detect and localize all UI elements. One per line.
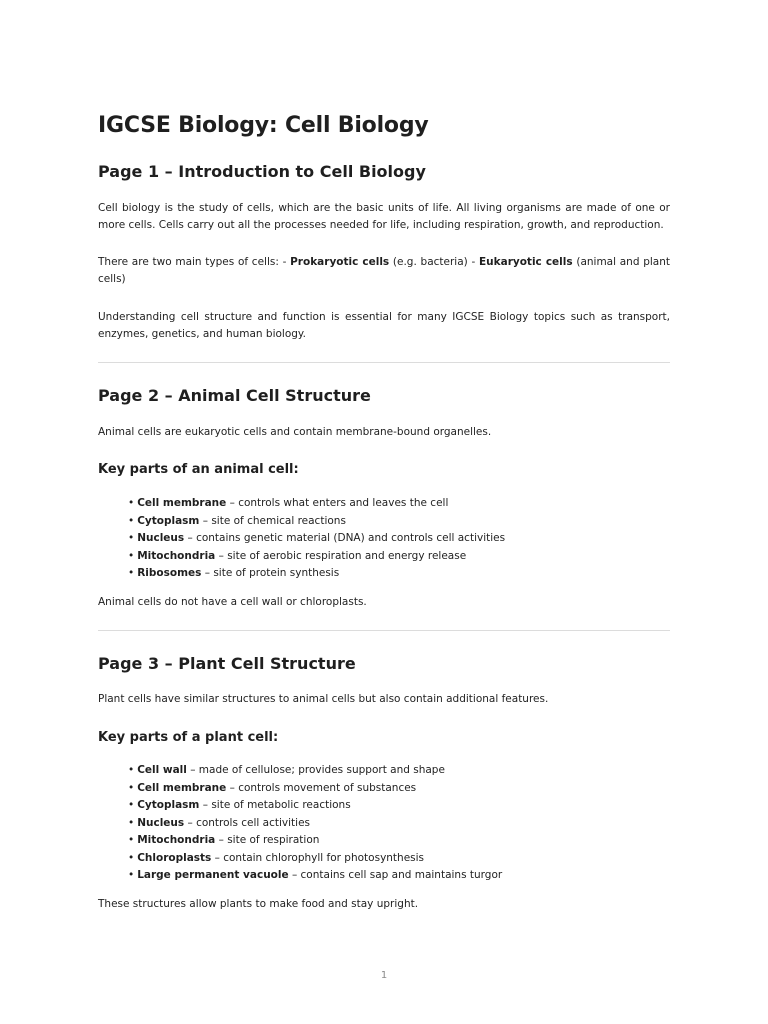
intro-paragraph-1: Cell biology is the study of cells, which are the basic units of life. All living organisms are made of one or more cells. Cells carry out all the processes needed for life, including respiration, growth, and reproduction. [98,202,670,231]
list-item-term: Cell membrane [137,497,227,509]
bullet-icon: • [128,869,135,881]
list-item [128,530,505,548]
list-item-desc: – site of chemical reactions [199,514,346,527]
list-item-desc: – site of metabolic reactions [199,799,351,811]
list-item-term: Cell wall [137,764,187,776]
bullet-icon: • [128,764,135,776]
cell-types-lead: There are two main types of cells: - [98,256,291,268]
list-item-term: Mitochondria [137,834,216,846]
bullet-icon: • [128,532,135,544]
list-item [128,513,505,531]
list-item-desc: – made of cellulose; provides support and shape [186,764,445,776]
page-number: 1 [380,970,388,981]
list-item [128,832,502,850]
list-item-desc: – contain chlorophyll for photosynthesis [211,851,425,864]
list-item-desc: – site of aerobic respiration and energy release [215,549,467,562]
prokaryotic-desc: (e.g. bacteria) - [389,256,479,268]
list-item-term: Cytoplasm [137,799,200,811]
section-heading-intro: Page 1 – Introduction to Cell Biology [98,162,426,181]
list-item-term: Nucleus [137,816,185,829]
list-item-desc: – site of respiration [215,834,320,846]
bullet-icon: • [128,816,135,829]
intro-paragraph-3: Understanding cell structure and function is essential for many IGCSE Biology topics such as transport, enzymes, genetics, and human biology. [98,311,670,340]
bullet-icon: • [128,514,135,527]
list-item-desc: – controls movement of substances [226,781,417,794]
bullet-icon: • [128,834,135,846]
list-item [128,548,505,566]
list-item-term: Chloroplasts [137,851,212,864]
section-divider [98,362,670,363]
list-item-term: Large permanent vacuole [137,869,289,881]
list-item-desc: – contains cell sap and maintains turgor [288,869,503,881]
bullet-icon: • [128,567,135,579]
list-item [128,762,502,780]
list-item-term: Cell membrane [137,781,227,794]
list-item-desc: – controls what enters and leaves the cell [226,497,449,509]
eukaryotic-term: Eukaryotic cells [478,256,573,268]
animal-cell-outro: Animal cells do not have a cell wall or chloroplasts. [98,596,367,608]
list-item-desc: – site of protein synthesis [201,567,340,579]
intro-paragraph-cell-types [98,254,670,288]
list-item [128,565,505,583]
list-item [128,780,502,798]
bullet-icon: • [128,497,135,509]
prokaryotic-term: Prokaryotic cells [290,256,390,268]
bullet-icon: • [128,799,135,811]
plant-cell-parts-list [128,762,502,885]
section-heading-plant-cell: Page 3 – Plant Cell Structure [98,654,356,673]
section-heading-animal-cell: Page 2 – Animal Cell Structure [98,386,371,405]
bullet-icon: • [128,781,135,794]
bullet-icon: • [128,549,135,562]
list-item-desc: – contains genetic material (DNA) and controls cell activities [184,532,506,544]
list-item-term: Cytoplasm [137,514,200,527]
plant-cell-subheading: Key parts of a plant cell: [98,730,279,745]
animal-cell-subheading: Key parts of an animal cell: [98,462,299,477]
plant-cell-intro: Plant cells have similar structures to animal cells but also contain additional features. [98,693,549,705]
list-item [128,797,502,815]
list-item [128,495,505,513]
list-item [128,850,502,868]
list-item-term: Nucleus [137,532,185,544]
animal-cell-intro: Animal cells are eukaryotic cells and contain membrane-bound organelles. [98,426,492,438]
list-item [128,815,502,833]
eukaryotic-desc: (animal and plant cells) [98,256,671,285]
list-item [128,867,502,885]
plant-cell-outro: These structures allow plants to make food and stay upright. [98,898,419,910]
list-item-term: Ribosomes [137,567,202,579]
document-title: IGCSE Biology: Cell Biology [98,113,429,138]
list-item-desc: – controls cell activities [184,816,311,829]
section-divider [98,630,670,631]
list-item-term: Mitochondria [137,549,216,562]
animal-cell-parts-list [128,495,505,583]
bullet-icon: • [128,851,135,864]
